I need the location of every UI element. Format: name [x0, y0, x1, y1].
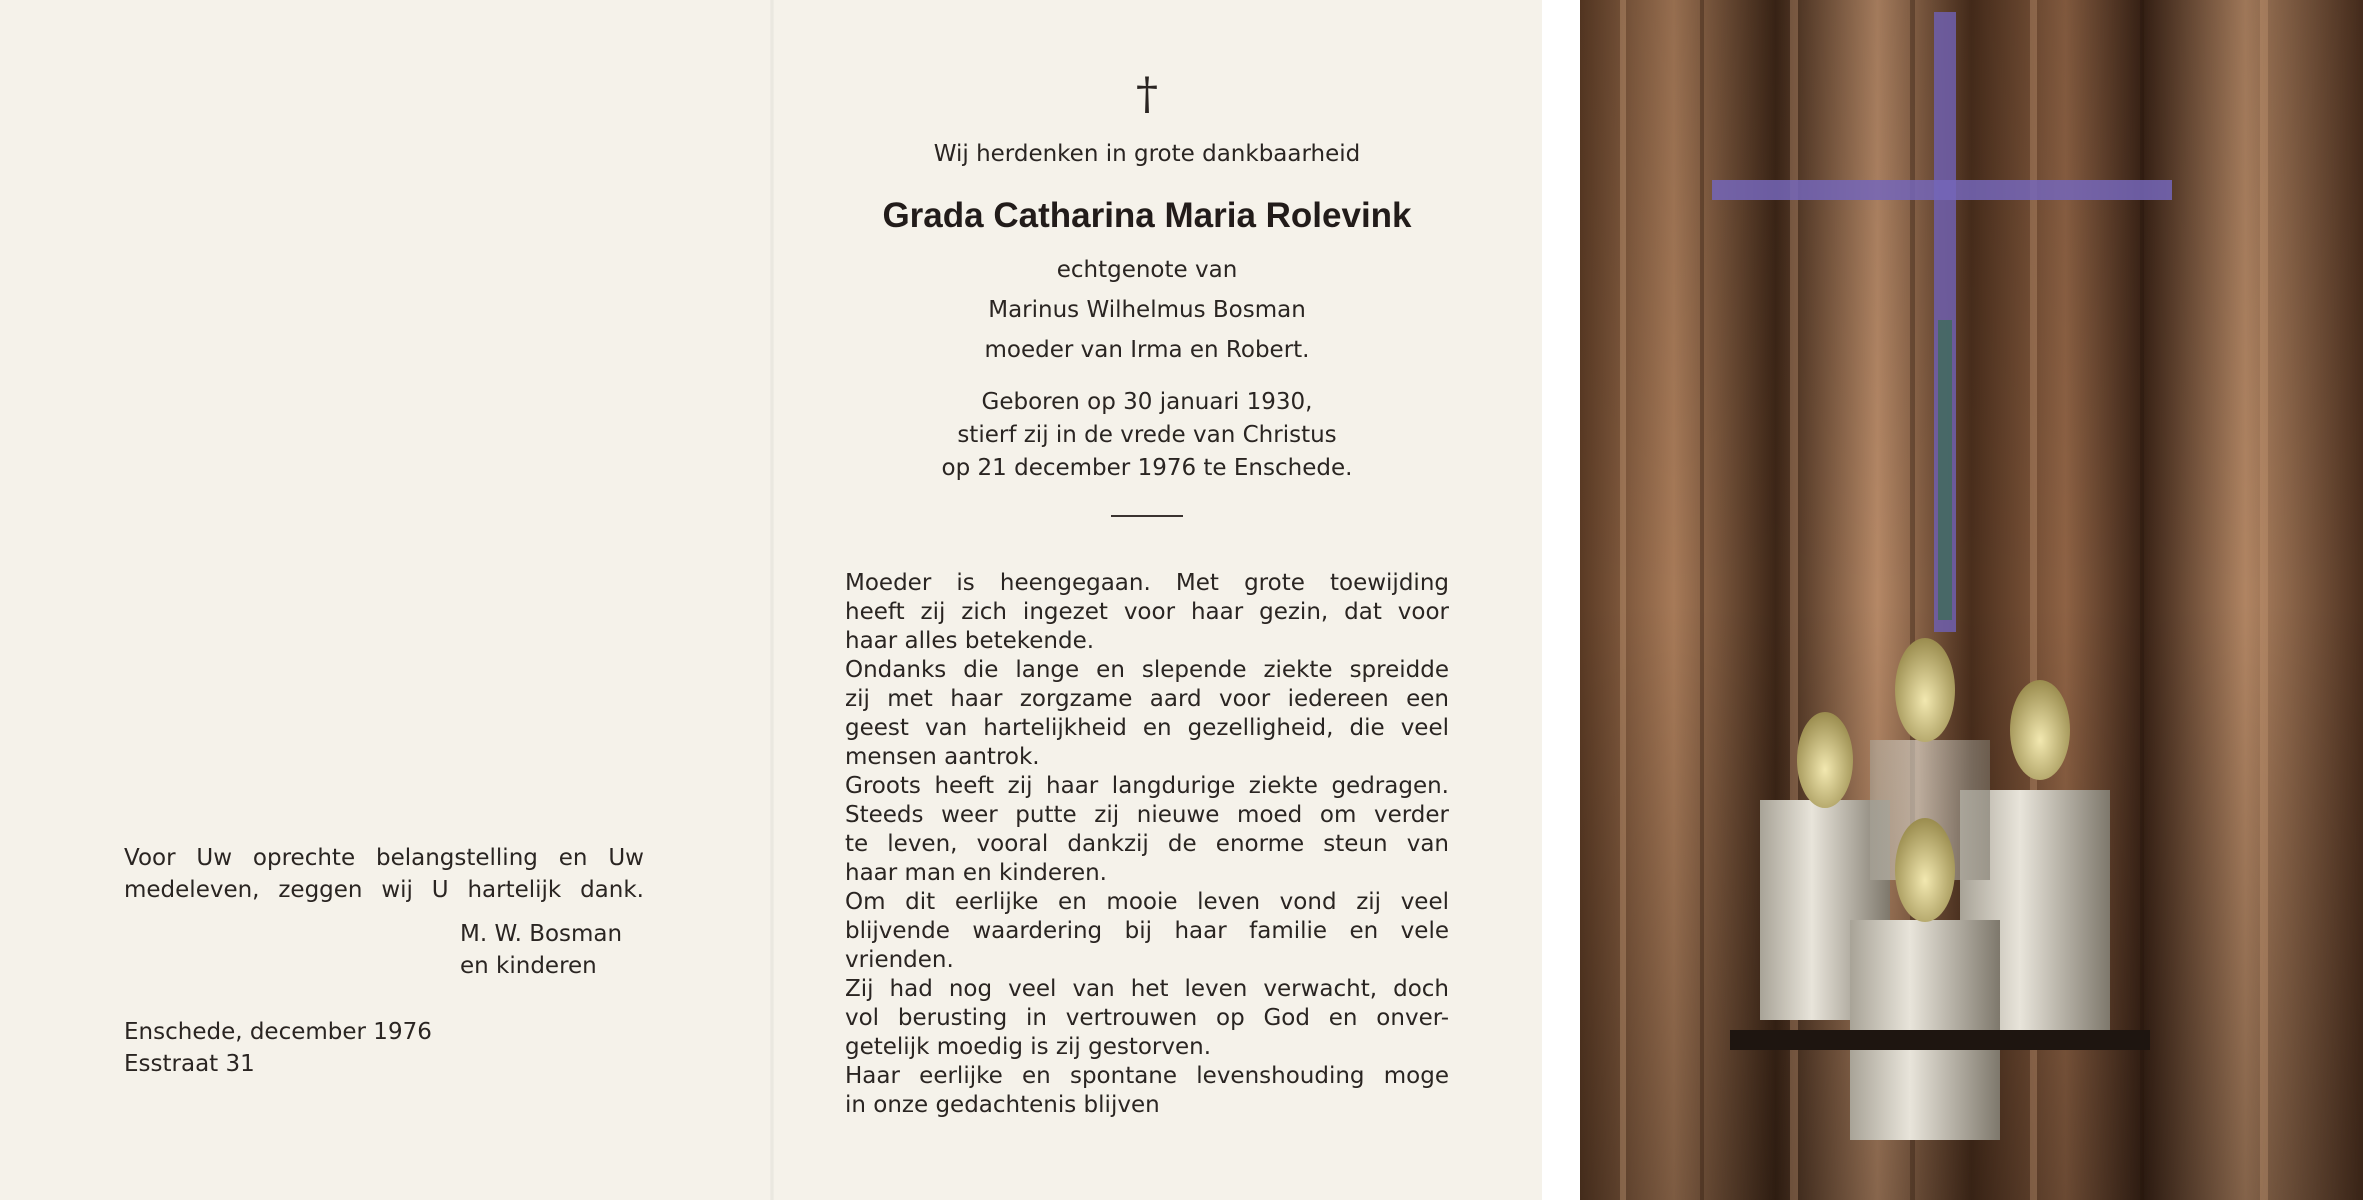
deceased-name: Grada Catharina Maria Rolevink [882, 196, 1412, 235]
body-line: blijvende waardering bij haar familie en vele [845, 918, 1449, 944]
body-line: haar alles betekende. [845, 628, 1095, 654]
divider-rule [1111, 515, 1183, 517]
relation-line: Marinus Wilhelmus Bosman [988, 297, 1306, 323]
flame-icon [1895, 638, 1955, 742]
body-line: Steeds weer putte zij nieuwe moed om verder [845, 802, 1449, 828]
body-line: Zij had nog veel van het leven verwacht, doch [845, 976, 1449, 1002]
body-line: vrienden. [845, 947, 954, 973]
painting-canvas [1580, 0, 2363, 1200]
memorial-text-panel [845, 70, 1449, 1120]
body-line: geest van hartelijkheid en gezelligheid, die veel [845, 715, 1449, 741]
body-line: heeft zij zich ingezet voor haar gezin, dat voor [845, 599, 1449, 625]
street-address: Esstraat 31 [124, 1051, 255, 1077]
thanks-line: medeleven, zeggen wij U hartelijk dank. [124, 877, 644, 903]
body-line: vol berusting in vertrouwen op God en onver- [845, 1005, 1449, 1031]
body-line: haar man en kinderen. [845, 860, 1107, 886]
body-line: te leven, vooral dankzij de enorme steun van [845, 831, 1449, 857]
body-line: Moeder is heengegaan. Met grote toewijding [845, 570, 1449, 596]
signature-line: M. W. Bosman [460, 921, 623, 947]
relation-line: moeder van Irma en Robert. [984, 337, 1310, 363]
body-line: in onze gedachtenis blijven [845, 1092, 1160, 1118]
memorial-body [845, 569, 1449, 1120]
date-line: op 21 december 1976 te Enschede. [941, 455, 1353, 481]
flame-icon [2010, 680, 2070, 780]
place-date: Enschede, december 1976 [124, 1019, 432, 1045]
body-line: Ondanks die lange en slepende ziekte spreidde [845, 657, 1449, 683]
life-dates [845, 386, 1449, 485]
candle-holder [1730, 1030, 2150, 1050]
date-line: Geboren op 30 januari 1930, [981, 389, 1313, 415]
relations [845, 250, 1449, 370]
body-line: Haar eerlijke en spontane levenshouding moge [845, 1063, 1449, 1089]
body-line: Groots heeft zij haar langdurige ziekte gedragen. [845, 773, 1449, 799]
signature-line: en kinderen [460, 953, 597, 979]
intro-line: Wij herdenken in grote dankbaarheid [933, 141, 1361, 167]
latin-cross-icon: † [1136, 69, 1158, 120]
thanks-panel [124, 842, 644, 1080]
signature [460, 918, 644, 982]
flame-icon [1895, 818, 1955, 922]
cross-and-candles-painting [1580, 0, 2363, 1200]
card-fold [770, 0, 774, 1200]
date-line: stierf zij in de vrede van Christus [957, 422, 1337, 448]
body-line: mensen aantrok. [845, 744, 1040, 770]
thanks-line: Voor Uw oprechte belangstelling en Uw [124, 845, 644, 871]
body-line: Om dit eerlijke en mooie leven vond zij veel [845, 889, 1449, 915]
thanks-text [124, 842, 644, 906]
place-and-address [124, 1016, 644, 1080]
relation-line: echtgenote van [1056, 257, 1238, 283]
body-line: getelijk moedig is zij gestorven. [845, 1034, 1212, 1060]
body-line: zij met haar zorgzame aard voor iedereen een [845, 686, 1449, 712]
flame-icon [1797, 712, 1853, 808]
